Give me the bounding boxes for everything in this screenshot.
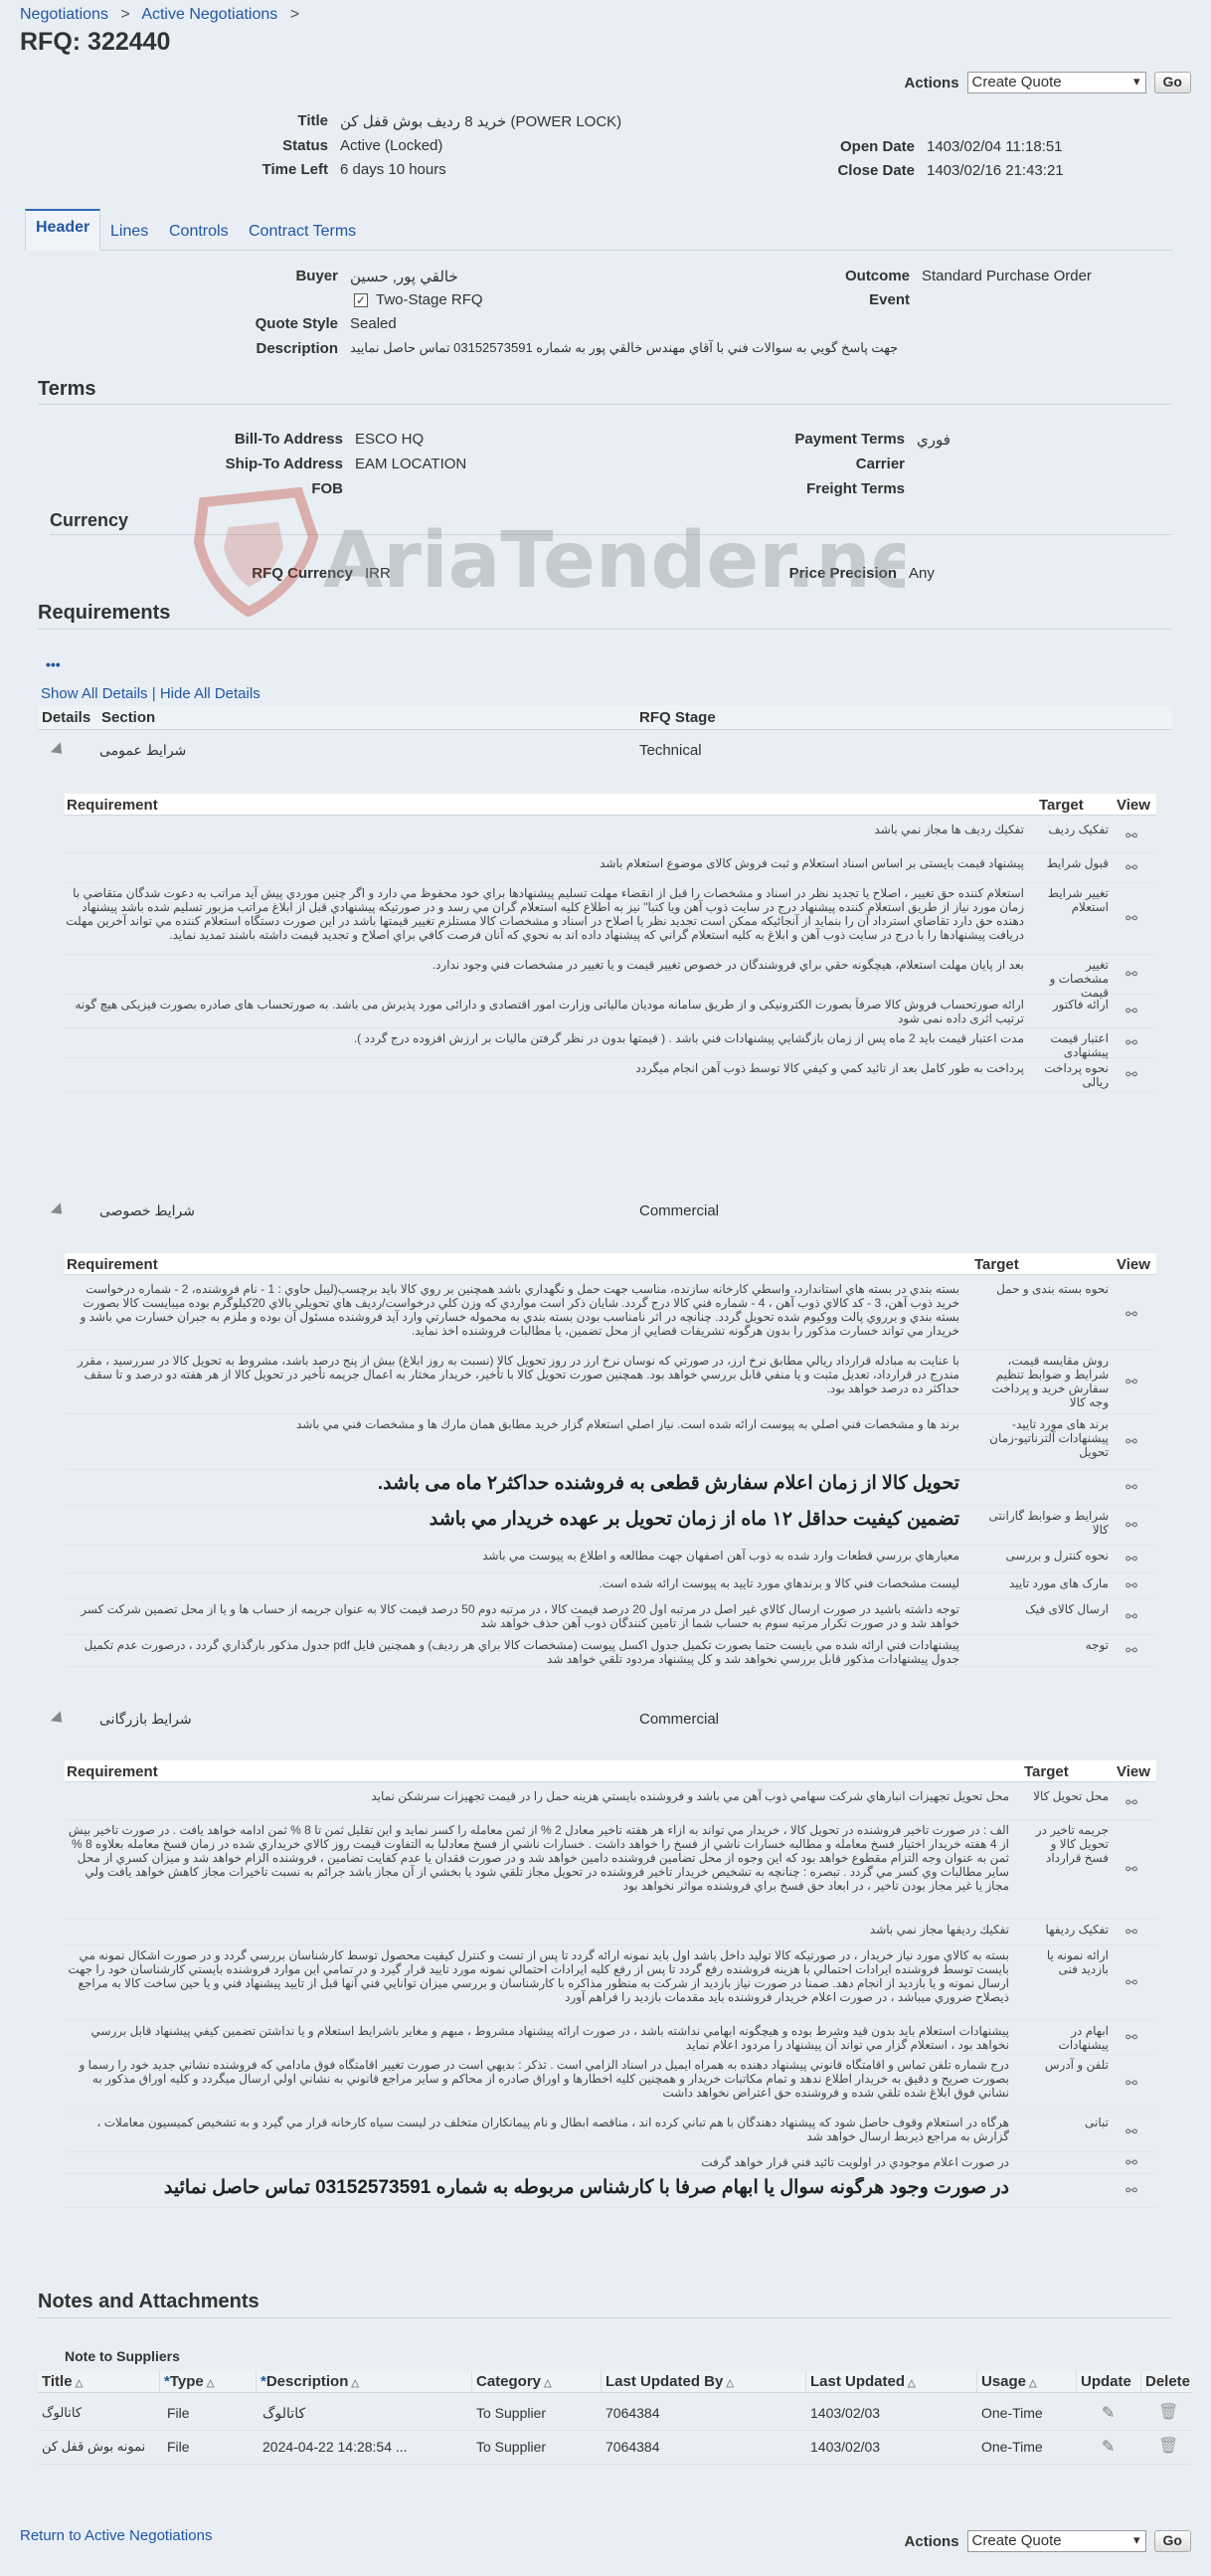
watermark-shield-icon [189,487,905,617]
open-date-label: Open Date [839,138,915,155]
col-rfq-stage: RFQ Stage [639,709,716,726]
col-delete-label: Delete [1145,2373,1191,2390]
requirement-text: بسته بندي در بسته هاي استاندارد، واسطي كارخانه سازنده، مناسب جهت حمل و نگهداري باشد همچنين بر روي كالا بايد برچسب(ليبل حاوي : 1 - نام فروشنده، 2 - شماره درخواست خريد ذوب آهن، 3 - كد كالاي ذوب آهن ، 4 - شماره فني كالا درج گردد. شايان ذكر است مواردي كه وزن كلي درخواست/رديف هاي تحويلي بالاي 20كيلوگرم بوده ميبايست كالا بصورت بسته بندي و برروي پالت ووكيوم شده تحويل گردد. چنانچه در اثر نامناسب بودن بسته بندي به محموله خسارتي وارد آيد فروشنده مسئول آن بوده و ملزم به جبران خسارت مي باشد و خريدار مي تواند خسارت مذکور را بدون هرگونه تشريفات قضايي از محل تضمين، يا مطالبات فروشنده اخذ نمايد. [80,1282,959,1338]
requirement-row [65,995,1156,1028]
requirement-text: محل تحويل تجهيزات انبارهاي شركت سهامي ذوب آهن مي باشد و فروشنده بايستي هزينه حمل را در قيمت تجهيزات سرشكن نمايد [371,1789,1009,1803]
tab-contract-terms[interactable]: Contract Terms [249,223,357,240]
sort-icon: △ [75,2378,84,2389]
requirement-row [65,2021,1156,2055]
col-requirement: Requirement [67,797,158,814]
breadcrumb-sep: > [120,6,130,23]
requirement-row [65,1028,1156,1058]
tab-bar [25,209,1173,251]
section-name: شرایط عمومی [99,742,187,758]
view-icon[interactable]: ⚯ [1125,1517,1137,1533]
status-label: Status [282,137,328,154]
ship-to-label: Ship-To Address [225,456,343,472]
requirements-section-row [38,1707,1171,1731]
quote-style-label: Quote Style [255,315,338,332]
requirement-row [65,853,1156,883]
breadcrumb-negotiations[interactable]: Negotiations [20,6,108,23]
payment-value: فوري [917,432,951,449]
col-title-label: Title [42,2373,73,2390]
requirement-text: تفكيك رديف ها مجاز نمي باشد [874,823,1024,836]
carrier-label: Carrier [855,456,905,472]
status-value: Active (Locked) [340,137,443,154]
col-view: View [1117,1256,1150,1273]
view-icon[interactable]: ⚯ [1125,2182,1137,2198]
sort-icon: △ [351,2378,360,2389]
col-requirement: Requirement [67,1256,158,1273]
requirement-text: استعلام كننده حق تغيير ، اصلاح يا تجديد نظر در اسناد و مشخصات را قبل از انقضاء مهلت تسليم پيشنهادها براي خود محفوظ مي دارد و اگر چنين موردي پيش آيد مراتب به دعوت شدگان متقاضي با زمان مورد نياز از طريق استعلام كننده پيشنهاد درج در سايت ذوب آهن ويا كتبا" نيز به اطلاع كليه استعلام گران مي رسد و در صورتيكه پيشنهادي قبل از ابلاغ مراتب مزبور تسليم شده باشد پيشنهاد دهنده حق دارد تقاضاي استرداد آن را بنمايد از آنجائيكه ممكن است تجديد نظر يا اصلاح در اسناد و مشخصات كالا مستلزم تغيير قيمتها باشد در اين صورت دستگاه استعلام كننده مي تواند آخرين مهلت دريافت پيشنهادها را با درج در سايت ذوب آهن و ابلاغ به كليه استعلام گراني كه پيشنهاد داده اند به نحوي كه آنان فرصت كافي براي اصلاح و تجديد قيمت داشته باشند تمديد نمايد. [66,886,1024,942]
requirement-target: ارسال کالای فیک [1025,1602,1109,1616]
requirements-section-row [38,738,1171,762]
requirement-row [65,2113,1156,2152]
requirement-row [65,2055,1156,2113]
col-update-label: Update [1081,2373,1131,2390]
section-name: شرایط خصوصی [99,1202,196,1218]
two-stage-checkbox: ✓ [355,292,367,307]
precision-label: Price Precision [788,565,897,582]
view-icon[interactable]: ⚯ [1125,2123,1137,2139]
requirement-row [65,1506,1156,1546]
requirement-row [65,1573,1156,1599]
requirement-text: تضمين كيفيت حداقل ۱۲ ماه از زمان تحويل بر عهده خريدار مي باشد [429,1509,959,1530]
summary-title [229,112,621,130]
view-icon[interactable]: ⚯ [1125,1924,1137,1939]
page-title: RFQ: 322440 [20,28,171,56]
requirement-row [65,1599,1156,1635]
view-icon[interactable]: ⚯ [1125,1861,1137,1877]
collapse-icon[interactable] [52,1711,66,1728]
requirement-text: معيارهاي بررسي قطعات وارد شده به ذوب آهن اصفهان جهت مطالعه و اطلاع به پيوست مي باشد [482,1549,959,1563]
requirement-row [65,1470,1156,1506]
attachments-table-header [38,2371,1191,2393]
two-stage-row [354,291,483,308]
rfq-currency-value: IRR [365,565,391,582]
requirement-table-header [65,794,1156,816]
requirements-section-row [38,1198,1171,1222]
requirement-target: قبول شرایط [1046,856,1109,870]
pencil-icon[interactable]: ✎ [1102,2439,1116,2456]
requirement-target: جریمه تاخیر در تحویل کالا و فسخ قرارداد [1035,1823,1109,1865]
buyer-row [239,268,458,285]
attachment-title-link[interactable]: کاتالوگ [42,2405,83,2420]
requirement-text: با عنايت به مبادله قرارداد ريالي مطابق نرخ ارز، در صورتي كه نوسان نرخ ارز در روز تحويل كالا (نسبت به روز ابلاغ) بيش از پنج درصد باشد، مشروط به تحويل كالا در سررسيد ، مقرر مندرج در قرارداد، تعديل مثبت و يا منفي قابل بررسي خواهد بود. همچنين صورت تحويل كالا با تأخير، خريدار مختار به اعمال جريمه تأخير در تحويل كالا از هر هفته دو درصد و تا سقف حداکثر ده درصد خواهد بود. [77,1354,959,1395]
sort-icon: △ [908,2378,916,2389]
bill-to-link[interactable]: ESCO HQ [355,431,425,448]
requirement-row [65,1635,1156,1667]
requirements-table-header [38,706,1171,730]
requirement-row [65,1058,1156,1092]
hide-all-details-link[interactable]: Hide All Details [159,685,260,702]
col-type-label: Type [169,2373,204,2390]
view-icon[interactable]: ⚯ [1125,1433,1137,1449]
col-view: View [1117,1763,1150,1780]
attachment-type: File [167,2439,190,2455]
col-last-updated[interactable] [806,2371,977,2393]
details-toggle-pipe: | [151,685,156,702]
requirement-target: برند های مورد تایید- پیشنهادات آلترناتیو-زمان تحویل [989,1417,1109,1459]
attachment-updated: 1403/02/03 [810,2405,881,2421]
carrier-row [766,456,917,472]
requirement-row [65,1786,1156,1820]
requirement-target: تفکیک ردیف [1048,823,1109,836]
actions-bar-top [905,72,1191,93]
requirement-target: روش مقایسه قیمت، شرایط و ضوابط تنظیم سفارش خرید و پرداخت وجه کالا [991,1354,1109,1409]
col-last-updated-label: Last Updated [810,2373,906,2390]
view-icon[interactable]: ⚯ [1125,2075,1137,2091]
col-description-label: Description [265,2373,349,2390]
summary-close-date [805,162,1064,179]
requirement-row [65,955,1156,1000]
fob-label: FOB [311,480,343,497]
requirement-table-header [65,1760,1156,1782]
actions-label: Actions [904,2532,959,2550]
notes-divider [38,2317,1171,2318]
view-icon[interactable]: ⚯ [1125,1642,1137,1658]
sort-icon: △ [726,2378,735,2389]
requirement-text: ليست مشخصات فني كالا و برندهاي مورد تاييد به پيوست ارائه شده است. [599,1576,959,1590]
summary-status [229,137,442,154]
description-value: جهت پاسخ گويي به سوالات فني با آقاي مهندس خالقي پور به شماره 03152573591 تماس حاصل نماييد [350,340,899,355]
requirement-target: تفکیک ردیفها [1045,1923,1109,1936]
view-icon[interactable]: ⚯ [1125,1066,1137,1082]
requirement-target: نحوه پرداخت ریالی [1044,1061,1109,1089]
bill-to-row [199,431,424,448]
outcome-row [795,268,1092,284]
requirement-row [65,2174,1156,2208]
requirement-target: مارک های مورد تایید [1008,1576,1109,1590]
requirement-text: در صورت اعلام موجودي در اولويت تائيد فني قرار خواهد گرفت [701,2155,1009,2169]
requirement-target: توجه [1085,1638,1109,1652]
attachment-row [38,2431,1191,2465]
col-category[interactable] [472,2371,602,2393]
col-target: Target [1024,1763,1069,1780]
requirement-target: شرایط و ضوابط گارانتی کالا [988,1509,1109,1537]
event-label: Event [869,291,910,308]
section-stage: Technical [639,742,702,759]
outcome-label: Outcome [844,268,910,284]
section-stage: Commercial [639,1202,720,1219]
view-icon[interactable]: ⚯ [1125,1374,1137,1389]
watermark-logo [189,487,905,617]
requirement-text: پيشنهادات استعلام بايد بدون قيد وشرط بوده و هيچگونه ابهامي نداشته باشد ، در صورت ارائه پيشنهاد مشروط ، مبهم و مغاير باشرايط استعلام و يا نداشتن تضمين كيفي پيشنهاد قابل بررسي نخواهد بود ، استعلام گزار مي تواند آن پيشنهاد را مردود اعلام نمايد [90,2024,1009,2052]
pencil-icon[interactable]: ✎ [1102,2405,1116,2422]
requirement-text: برند ها و مشخصات فني اصلي به پيوست ارائه شده است. نياز اصلي استعلام گزار خريد مطابق همان مارك ها و مشخصات فني مي باشد [295,1417,959,1431]
attachment-updated-by: 7064384 [606,2439,660,2455]
return-link[interactable]: Return to Active Negotiations [20,2527,213,2544]
requirement-row [65,1945,1156,2021]
close-date-value: 1403/02/16 21:43:21 [927,162,1064,179]
requirement-text: درج شماره تلفن تماس و اقامتگاه قانوني پيشنهاد دهنده به همراه ايميل در اسناد الزامي است . تذكر : بديهي است در صورت تغيير اقامتگاه فوق مادامي كه فروشنده نشاني جديد خود را رسما و بصورت صريح و دقيق به خريدار اطلاع ندهد و تمام مكاتبات خريدار و همچنين كليه اخطارها و اوراق صادره از محاكم و ساير مراجع قانوني به نشاني اولي ارسال ميگردد و كليه اوراق مذكور به نشاني فوق ابلاغ شده تلقي شده و فروشنده حق اعتراض نخواهد داشت [79,2058,1009,2100]
view-icon[interactable]: ⚯ [1125,828,1137,843]
col-details: Details [42,709,91,726]
requirement-row [65,1351,1156,1414]
attachment-title-link[interactable]: نمونه بوش قفل کن [42,2439,146,2454]
attachment-usage: One-Time [981,2439,1043,2455]
details-toggle [41,685,260,702]
view-icon[interactable]: ⚯ [1125,1034,1137,1050]
two-stage-label: Two-Stage RFQ [376,291,483,308]
title-label: Title [297,112,328,129]
col-delete [1141,2371,1191,2393]
requirement-target: ابهام در پیشنهادات [1058,2024,1109,2052]
event-row [795,291,922,308]
col-target: Target [1039,797,1084,814]
attachment-updated-by: 7064384 [606,2405,660,2421]
col-view: View [1117,797,1150,814]
quote-style-value: Sealed [350,315,397,332]
currency-heading: Currency [50,510,129,530]
actions-select[interactable]: Create Quote ▾ [967,2530,1146,2552]
attachment-category: To Supplier [476,2439,547,2455]
section-name: شرایط بازرگانی [99,1711,192,1727]
payment-row [766,431,951,449]
view-icon[interactable]: ⚯ [1125,910,1137,926]
section-stage: Commercial [639,1711,720,1728]
requirement-target: ارائه نمونه یا بازدید فنی [1046,1948,1109,1976]
requirement-target: تبانی [1085,2116,1109,2129]
attachment-row [38,2397,1191,2431]
requirement-text: توجه داشته باشيد در صورت ارسال كالاي غير اصل در مرتبه اول 20 درصد قيمت كالا ، در مرتبه دوم 50 درصد قيمت كالا به عنوان جريمه از حساب ها و يا از محل تضمين شركت كسر خواهد شد و در صورت تكرار مرتبه سوم به حساب شما از تامين كنندگان ذوب آهن حذف خواهد شد [81,1602,959,1630]
requirement-target: ارائه فاکتور [1052,998,1109,1012]
view-icon[interactable]: ⚯ [1125,1479,1137,1495]
requirement-target: نحوه بسته بندی و حمل [996,1282,1109,1296]
description-row [239,340,898,357]
attachment-category: To Supplier [476,2405,547,2421]
col-last-updated-by-label: Last Updated By [606,2373,724,2390]
summary-time-left [229,161,446,178]
ship-to-row [199,456,466,472]
requirement-target: اعتبار قیمت پیشنهادی [1050,1031,1109,1059]
requirement-text: هرگاه در استعلام وقوف حاصل شود كه پيشنهاد دهندگان با هم تباني كرده اند ، مناقصه ابطال و نام پيمانكاران متخلف در ليست سياه كارخانه قرار مي گيرد و به تشخيص كميسيون معاملات ، گزارش به مراجع ذيربط ارسال خواهد شد [96,2116,1009,2143]
attachment-type: File [167,2405,190,2421]
open-date-value: 1403/02/04 11:18:51 [927,138,1063,155]
actions-select[interactable]: Create Quote ▾ [967,72,1146,93]
time-left-value: 6 days 10 hours [340,161,446,178]
requirement-row [65,883,1156,955]
note-to-suppliers: Note to Suppliers [65,2348,180,2364]
tab-controls[interactable]: Controls [169,223,229,240]
requirement-target: تغییر شرایط استعلام [1047,886,1109,914]
requirement-text: پرداخت به طور کامل بعد از تائید کمي و کيفي کالا توسط ذوب آهن انجام ميگردد [635,1061,1024,1075]
col-title[interactable] [38,2371,160,2393]
attachment-description: کاتالوگ [262,2405,306,2421]
requirement-row [65,1920,1156,1945]
freight-label: Freight Terms [806,480,905,497]
buyer-label: Buyer [295,268,338,284]
notes-heading: Notes and Attachments [38,2291,260,2312]
requirement-text: الف : در صورت تاخير فروشنده در تحويل كالا ، خريدار مي تواند به ازاء هر هفته تاخير معادل 2 % از ثمن معامله را كسر نمايد و اين تقليل ثمن تا 8 % ثمن ادامه خواهد يافت . در صورت تاخير بيش از 4 هفته خريدار اختيار فسخ معامله و مطالبه خسارات ناشي از فسخ را خواهد داشت . خسارات ناشي از فسخ معادلبا به التفاوت قيمت روز كالاي خريداري شده در زمان فسخ معامله بعلاوه 8 % ثمن به عنوان وجه التزام مقطوع خواهد بود كه اين وجوه از محل تضامين فروشنده دامين خواهد شد و در صورت فقدان يا عدم كفايت تضامين ، فروشنده الزام خواهد شد و ميزان كسري از محل ساير مطالبات وي كسر مي گردد . تبصره : چنانچه به تشخيص خريدار تاخير فروشنده در تحويل مجاز تلقي شود يا بخشي از آن مجاز باشد جرائم به نسبت تاخيرات مجاز كاهش خواهد يافت ولي مجاز يا غير مجاز بودن تاخير ، در ابعاد حق فسخ براي فروشنده مواثر نخواهد بود [68,1823,1009,1893]
collapse-icon[interactable] [52,1202,66,1219]
go-button[interactable]: Go [1154,72,1191,93]
rfq-currency-label: RFQ Currency [252,565,353,582]
requirement-table-header [65,1253,1156,1275]
view-icon[interactable]: ⚯ [1125,1794,1137,1810]
trash-icon[interactable]: 🗑 [1158,2404,1179,2421]
view-icon[interactable]: ⚯ [1125,1003,1137,1018]
view-icon[interactable]: ⚯ [1125,1306,1137,1322]
attachment-description: 2024-04-22 14:28:54 ... [262,2439,408,2455]
col-section: Section [101,709,156,726]
view-icon[interactable]: ⚯ [1125,1974,1137,1990]
attachment-updated: 1403/02/03 [810,2439,881,2455]
view-icon[interactable]: ⚯ [1125,2029,1137,2045]
col-usage-label: Usage [981,2373,1027,2390]
tab-lines[interactable]: Lines [110,223,149,240]
requirement-text: در صورت وجود هرگونه سوال يا ابهام صرفا با كارشناس مربوطه به شماره 03152573591 تماس حاصل نمائيد [163,2177,1009,2198]
requirement-text: مدت اعتبار قيمت بايد 2 ماه پس از زمان بازگشايي پيشنهادات فني باشد . ( قيمتها بدون در نظر گرفتن ماليات بر ارزش افزوده درج گردد ). [353,1031,1024,1045]
view-icon[interactable]: ⚯ [1125,966,1137,982]
requirement-text: ارائه صورتحساب فروش کالا صرفاً بصورت الکترونیکی و از طریق سامانه مودیان مالیاتی وزارت امور اقتصادی و دارائی مورد پذیرش می باشد. به صورتحساب های صادره بصورت فیزیکی هیچ گونه ترتیب اثری داده نمی شود [75,998,1024,1025]
requirement-row [65,820,1156,853]
requirement-row [65,1414,1156,1470]
requirement-target: تلفن و آدرس [1044,2058,1109,2072]
requirements-heading: Requirements [38,602,171,624]
terms-divider [38,404,1171,405]
col-update [1077,2371,1141,2393]
close-date-label: Close Date [837,162,915,179]
sort-icon: △ [206,2378,215,2389]
attachment-usage: One-Time [981,2405,1043,2421]
requirement-text: بسته به كالاي مورد نياز خريدار ، در صورتيكه كالا توليد داخل باشد اول بايد نمونه ارائه گردد تا پس از تست و كنترل كيفيت محصول توسط كارشناسان بررسي گردد و در صورت اشكال نمونه مي بايست توسط فروشنده ايرادات احتمالي با هزينه فروشنده رفع گردد تا پس از رفع كليه ايرادات احتمالي نمونه مورد تاييد قرار گيرد و در تمامي اين موارد فروشنده بايستي كارشناسان خود را جهت ارسال نمونه و يا بازديد از انجام دهد. ضمنا در صورت نياز بازديد از شركت به منظور مذاكره با كارشناسان و بررسي ميزان توانايي فني آنها قبل از تاييد پيشنهاد فني و يا حين ساخت كالا به مراجع ذيصلاح ضروري ميباشد ، در صورت اعلام خريدار فروشنده بايد مقدمات بازديد را فراهم آورد [68,1948,1009,2004]
requirement-row [65,1546,1156,1573]
watermark-text: AriaTender.ne [323,516,905,606]
view-icon[interactable]: ⚯ [1125,1551,1137,1566]
ship-to-link[interactable]: EAM LOCATION [355,456,467,472]
breadcrumb-active-negotiations[interactable]: Active Negotiations [141,6,278,23]
actions-label: Actions [904,74,959,92]
actions-bar-bottom [905,2530,1191,2552]
col-requirement: Requirement [67,1763,158,1780]
requirement-row [65,1279,1156,1351]
col-type[interactable]: *Type △ [160,2371,257,2393]
requirement-text: پيشنهادات فني ارائه شده مي بايست حتما بصورت تكميل جدول اكسل پيوست (مشخصات كالا براي هر رديف) و همچنين فايل pdf جدول مذكور بارگذاري گردد ، درصورت عدم تكميل جدول پيشنهادات مذكور قابل بررسي نخواهد شد و كل پيشنهاد مردود تلقي خواهد شد [84,1638,959,1666]
view-icon[interactable]: ⚯ [1125,1577,1137,1593]
requirement-text: پیشنهاد قیمت بایستی بر اساس اسناد استعلام و ثبت فروش کالای موضوع استعلام باشد [600,856,1024,870]
description-label: Description [256,340,338,357]
outcome-value: Standard Purchase Order [922,268,1092,284]
col-category-label: Category [476,2373,542,2390]
buyer-value: خالقي پور, حسين [350,269,458,285]
col-last-updated-by[interactable] [602,2371,806,2393]
requirement-target: محل تحویل کالا [1033,1789,1109,1803]
requirement-target: نحوه کنترل و بررسی [1005,1549,1109,1563]
payment-label: Payment Terms [794,431,905,448]
requirement-row [65,2152,1156,2174]
quote-style-row [239,315,397,332]
tab-header[interactable]: Header [25,209,100,251]
requirement-text: بعد از پايان مهلت استعلام، هيچگونه حقي براي فروشندگان در خصوص تغيير قيمت و يا تغيير در مشخصات فني وجود ندارد. [432,958,1024,972]
collapse-icon[interactable] [52,742,66,759]
col-target: Target [974,1256,1019,1273]
sort-icon: △ [544,2378,552,2389]
trash-icon[interactable]: 🗑 [1158,2438,1179,2455]
show-all-details-link[interactable]: Show All Details [41,685,148,702]
more-actions-icon[interactable]: ••• [46,656,61,672]
requirement-row [65,1820,1156,1920]
requirement-text: تحویل کالا از زمان اعلام سفارش قطعی به فروشنده حداکثر۲ ماه می باشد. [377,1473,959,1494]
time-left-label: Time Left [261,161,328,178]
view-icon[interactable]: ⚯ [1125,859,1137,875]
col-usage[interactable] [977,2371,1077,2393]
go-button[interactable]: Go [1154,2530,1191,2552]
precision-value: Any [909,565,935,582]
title-value: خرید 8 ردیف بوش قفل کن (POWER LOCK) [340,113,622,130]
terms-heading: Terms [38,378,96,400]
sort-icon: △ [1029,2378,1037,2389]
col-description[interactable]: *Description △ [257,2371,472,2393]
breadcrumb-sep: > [289,6,300,23]
requirement-target: تغییر مشخصات و قیمت [1049,958,1109,1000]
view-icon[interactable]: ⚯ [1125,1608,1137,1624]
breadcrumb [20,6,307,24]
requirements-divider [38,629,1171,630]
summary-open-date [805,138,1063,155]
view-icon[interactable]: ⚯ [1125,2154,1137,2170]
bill-to-label: Bill-To Address [234,431,343,448]
requirement-text: تفكيك رديفها مجاز نمي باشد [869,1923,1009,1936]
